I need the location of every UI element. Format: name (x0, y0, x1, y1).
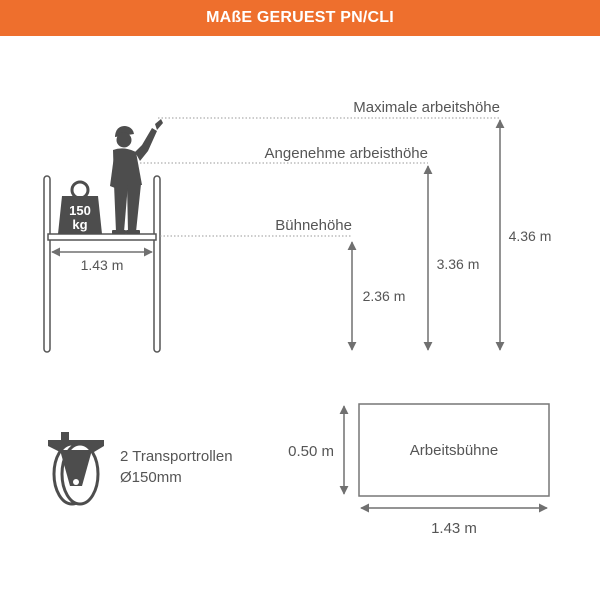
platform-depth-label: 0.50 m (288, 443, 334, 460)
platform-width-label: 1.43 m (431, 520, 477, 537)
max-height-value: 4.36 m (508, 228, 552, 244)
caster-wheel-icon (48, 432, 104, 504)
platform-label: Arbeitsbühne (409, 442, 499, 459)
weight-unit: kg (72, 217, 88, 232)
scaffold-width-label: 1.43 m (80, 257, 124, 273)
comfort-height-value: 3.36 m (436, 256, 480, 272)
wheels-size-label: Ø150mm (120, 469, 182, 486)
max-height-label: Maximale arbeitshöhe (353, 99, 500, 116)
comfort-height-label: Angenehme arbeisthöhe (264, 145, 428, 162)
weight-icon (58, 182, 102, 234)
wheels-count-label: 2 Transportrollen (120, 448, 233, 465)
page-title: MAßE GERUEST PN/CLI (206, 9, 394, 26)
weight-value: 150 (69, 203, 91, 218)
platform-height-label: Bühnehöhe (275, 217, 352, 234)
platform-height-value: 2.36 m (362, 288, 406, 304)
